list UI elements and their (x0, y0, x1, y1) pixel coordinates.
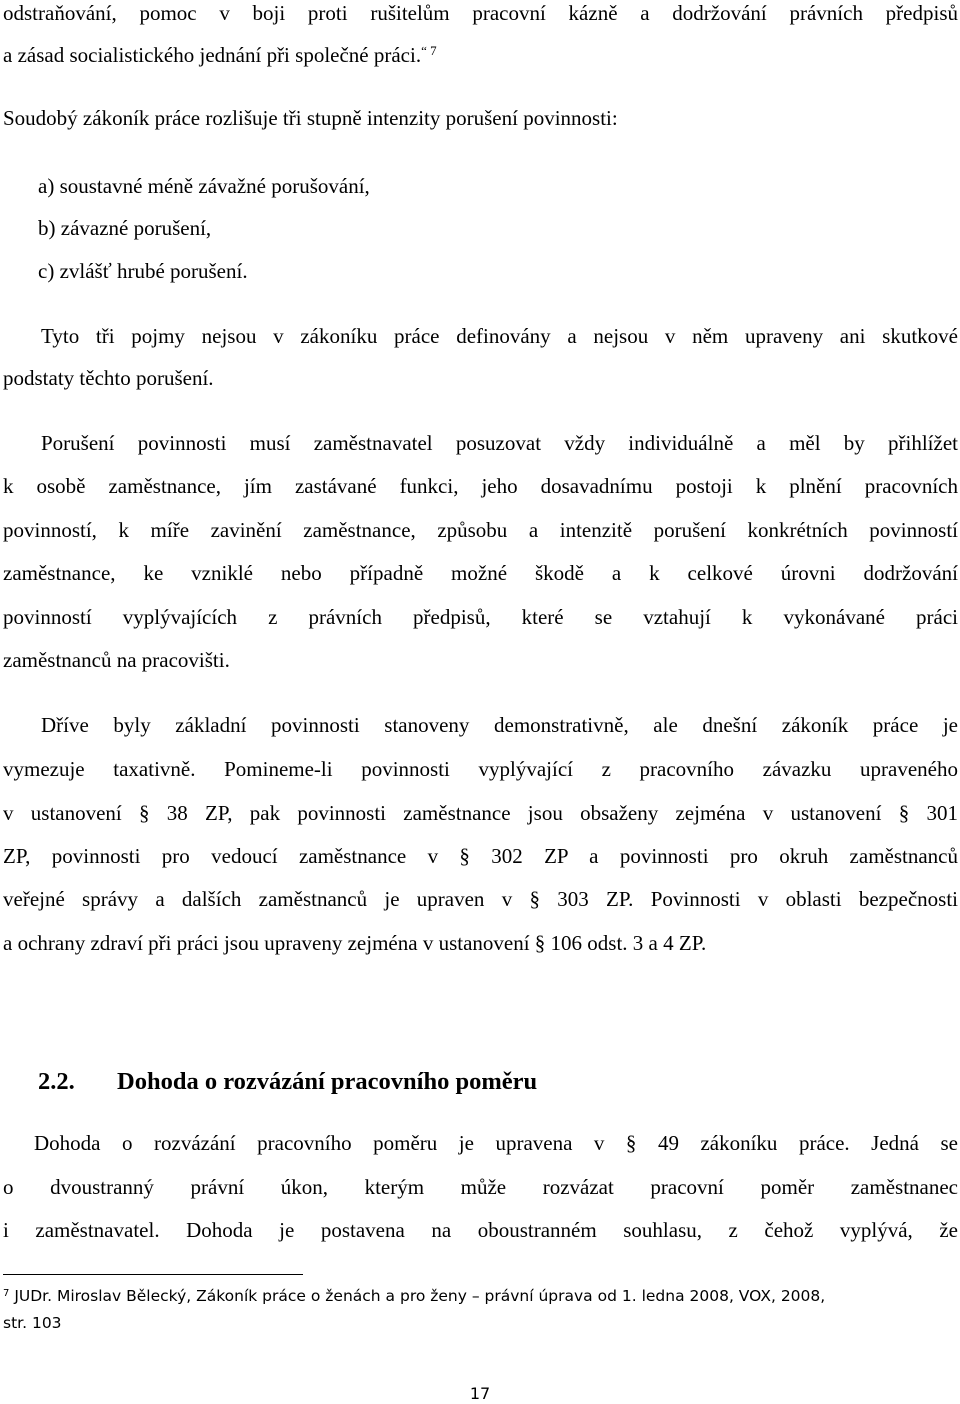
text-line: vymezuje taxativně. Pomineme-li povinnosti vyplývající z pracovního závazku upraveného (3, 757, 958, 781)
text-line: zaměstnance, ke vzniklé nebo případně možné škodě a k celkové úrovni dodržování (3, 561, 958, 585)
text-line: povinností, k míře zavinění zaměstnance, způsobu a intenzitě porušení konkrétních povinností (3, 518, 958, 542)
text-line: a ochrany zdraví při práci jsou upraveny zejména v ustanovení § 106 odst. 3 a 4 ZP. (3, 931, 707, 955)
footnote (3, 1286, 825, 1306)
text-line: Dohoda o rozvázání pracovního poměru je upravena v § 49 zákoníku práce. Jedná se (34, 1131, 958, 1155)
list-item: c) zvlášť hrubé porušení. (38, 259, 248, 283)
text-line: povinností vyplývajících z právních předpisů, které se vztahují k vykonávané práci (3, 605, 958, 629)
footnote-marker: 7 (3, 1288, 10, 1299)
page-number: 17 (469, 1384, 491, 1403)
section-number: 2.2. (38, 1068, 75, 1095)
list-heading: Soudobý zákoník práce rozlišuje tři stupně intenzity porušení povinnosti: (3, 106, 618, 130)
text-line: k osobě zaměstnance, jím zastávané funkci, jeho dosavadnímu postoji k plnění pracovních (3, 474, 958, 498)
text-line: ZP, povinnosti pro vedoucí zaměstnance v § 302 ZP a povinnosti pro okruh zaměstnanců (3, 844, 958, 868)
footnote-reference: “ 7 (421, 43, 437, 58)
text-line: veřejné správy a dalších zaměstnanců je upraven v § 303 ZP. Povinnosti v oblasti bezpečnosti (3, 887, 958, 911)
text-line: v ustanovení § 38 ZP, pak povinnosti zaměstnance jsou obsaženy zejména v ustanovení § 301 (3, 801, 958, 825)
list-item: a) soustavné méně závažné porušování, (38, 174, 370, 198)
text-line: zaměstnanců na pracovišti. (3, 648, 230, 672)
text-line: Porušení povinnosti musí zaměstnavatel posuzovat vždy individuálně a měl by přihlížet (41, 431, 958, 455)
text-line (3, 43, 437, 67)
text-line-content: a zásad socialistického jednání při společné práci. (3, 43, 422, 67)
footnote-text: str. 103 (3, 1314, 62, 1332)
footnote-text: JUDr. Miroslav Bělecký, Zákoník práce o ženách a pro ženy – právní úprava od 1. ledna 2008, VOX, 2008, (14, 1287, 826, 1305)
text-line: Dříve byly základní povinnosti stanoveny demonstrativně, ale dnešní zákoník práce je (41, 713, 958, 737)
list-item: b) závazné porušení, (38, 216, 212, 240)
text-line: odstraňování, pomoc v boji proti rušitelům pracovní kázně a dodržování právních předpisů (3, 1, 958, 25)
text-line: podstaty těchto porušení. (3, 366, 214, 390)
section-title: Dohoda o rozvázání pracovního poměru (117, 1068, 538, 1095)
text-line: Tyto tři pojmy nejsou v zákoníku práce definovány a nejsou v něm upraveny ani skutkové (41, 324, 958, 348)
text-line: i zaměstnavatel. Dohoda je postavena na oboustranném souhlasu, z čehož vyplývá, že (3, 1218, 958, 1242)
footnote-separator (3, 1274, 303, 1275)
text-line: o dvoustranný právní úkon, kterým může rozvázat pracovní poměr zaměstnanec (3, 1175, 958, 1199)
